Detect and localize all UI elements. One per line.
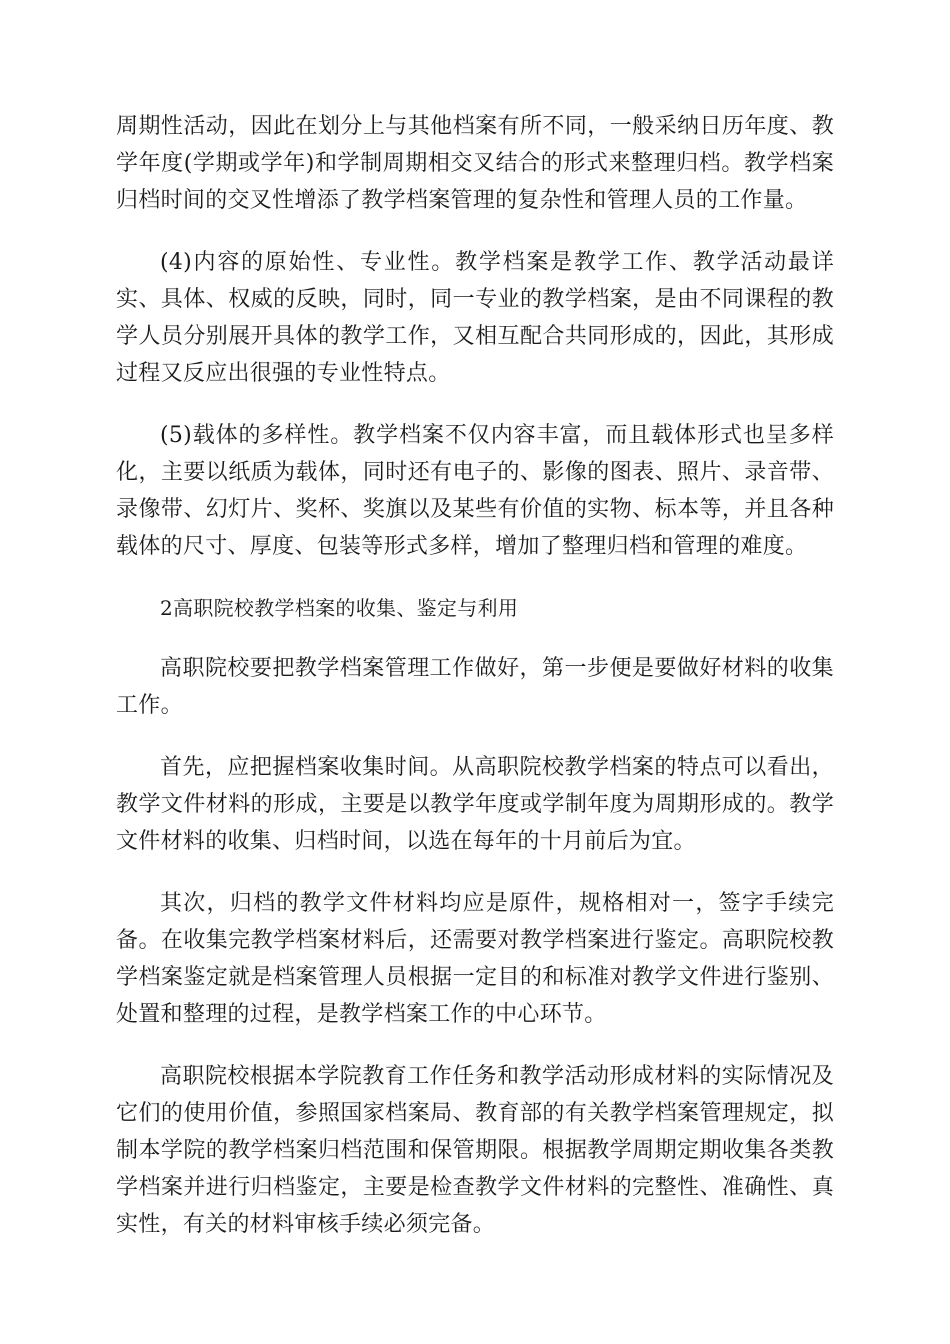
paragraph-collection-intro: 高职院校要把教学档案管理工作做好，第一步便是要做好材料的收集工作。 [116,656,834,718]
document-page [116,108,834,1268]
paragraph-continuation: 周期性活动，因此在划分上与其他档案有所不同，一般采纳日历年度、教学年度(学期或学年)和学制周期相交叉结合的形式来整理归档。教学档案归档时间的交叉性增添了教学档案管理的复杂性和管理人员的工作量。 [116,114,834,213]
paragraph-first: 首先，应把握档案收集时间。从高职院校教学档案的特点可以看出，教学文件材料的形成，主要是以教学年度或学制年度为周期形成的。教学文件材料的收集、归档时间，以选在每年的十月前后为宜。 [116,755,834,854]
paragraph-second: 其次，归档的教学文件材料均应是原件，规格相对一，签字手续完备。在收集完教学档案材料后，还需要对教学档案进行鉴定。高职院校教学档案鉴定就是档案管理人员根据一定目的和标准对教学文件进行鉴别、处置和整理的过程，是教学档案工作的中心环节。 [116,891,834,1027]
paragraph-item-5: (5)载体的多样性。教学档案不仅内容丰富，而且载体形式也呈多样化，主要以纸质为载体，同时还有电子的、影像的图表、照片、录音带、录像带、幻灯片、奖杯、奖旗以及某些有价值的实物、标本等，并且各种载体的尺寸、厚度、包装等形式多样，增加了整理归档和管理的难度。 [116,423,834,559]
section-heading: 2高职院校教学档案的收集、鉴定与利用 [160,596,519,620]
paragraph-scope: 高职院校根据本学院教育工作任务和教学活动形成材料的实际情况及它们的使用价值，参照国家档案局、教育部的有关教学档案管理规定，拟制本学院的教学档案归档范围和保管期限。根据教学周期定期收集各类教学档案并进行归档鉴定，主要是检查教学文件材料的完整性、准确性、真实性，有关的材料审核手续必须完备。 [116,1064,834,1237]
paragraph-item-4: (4)内容的原始性、专业性。教学档案是教学工作、教学活动最详实、具体、权威的反映，同时，同一专业的教学档案，是由不同课程的教学人员分别展开具体的教学工作，又相互配合共同形成的，因此，其形成过程又反应出很强的专业性特点。 [116,250,834,386]
